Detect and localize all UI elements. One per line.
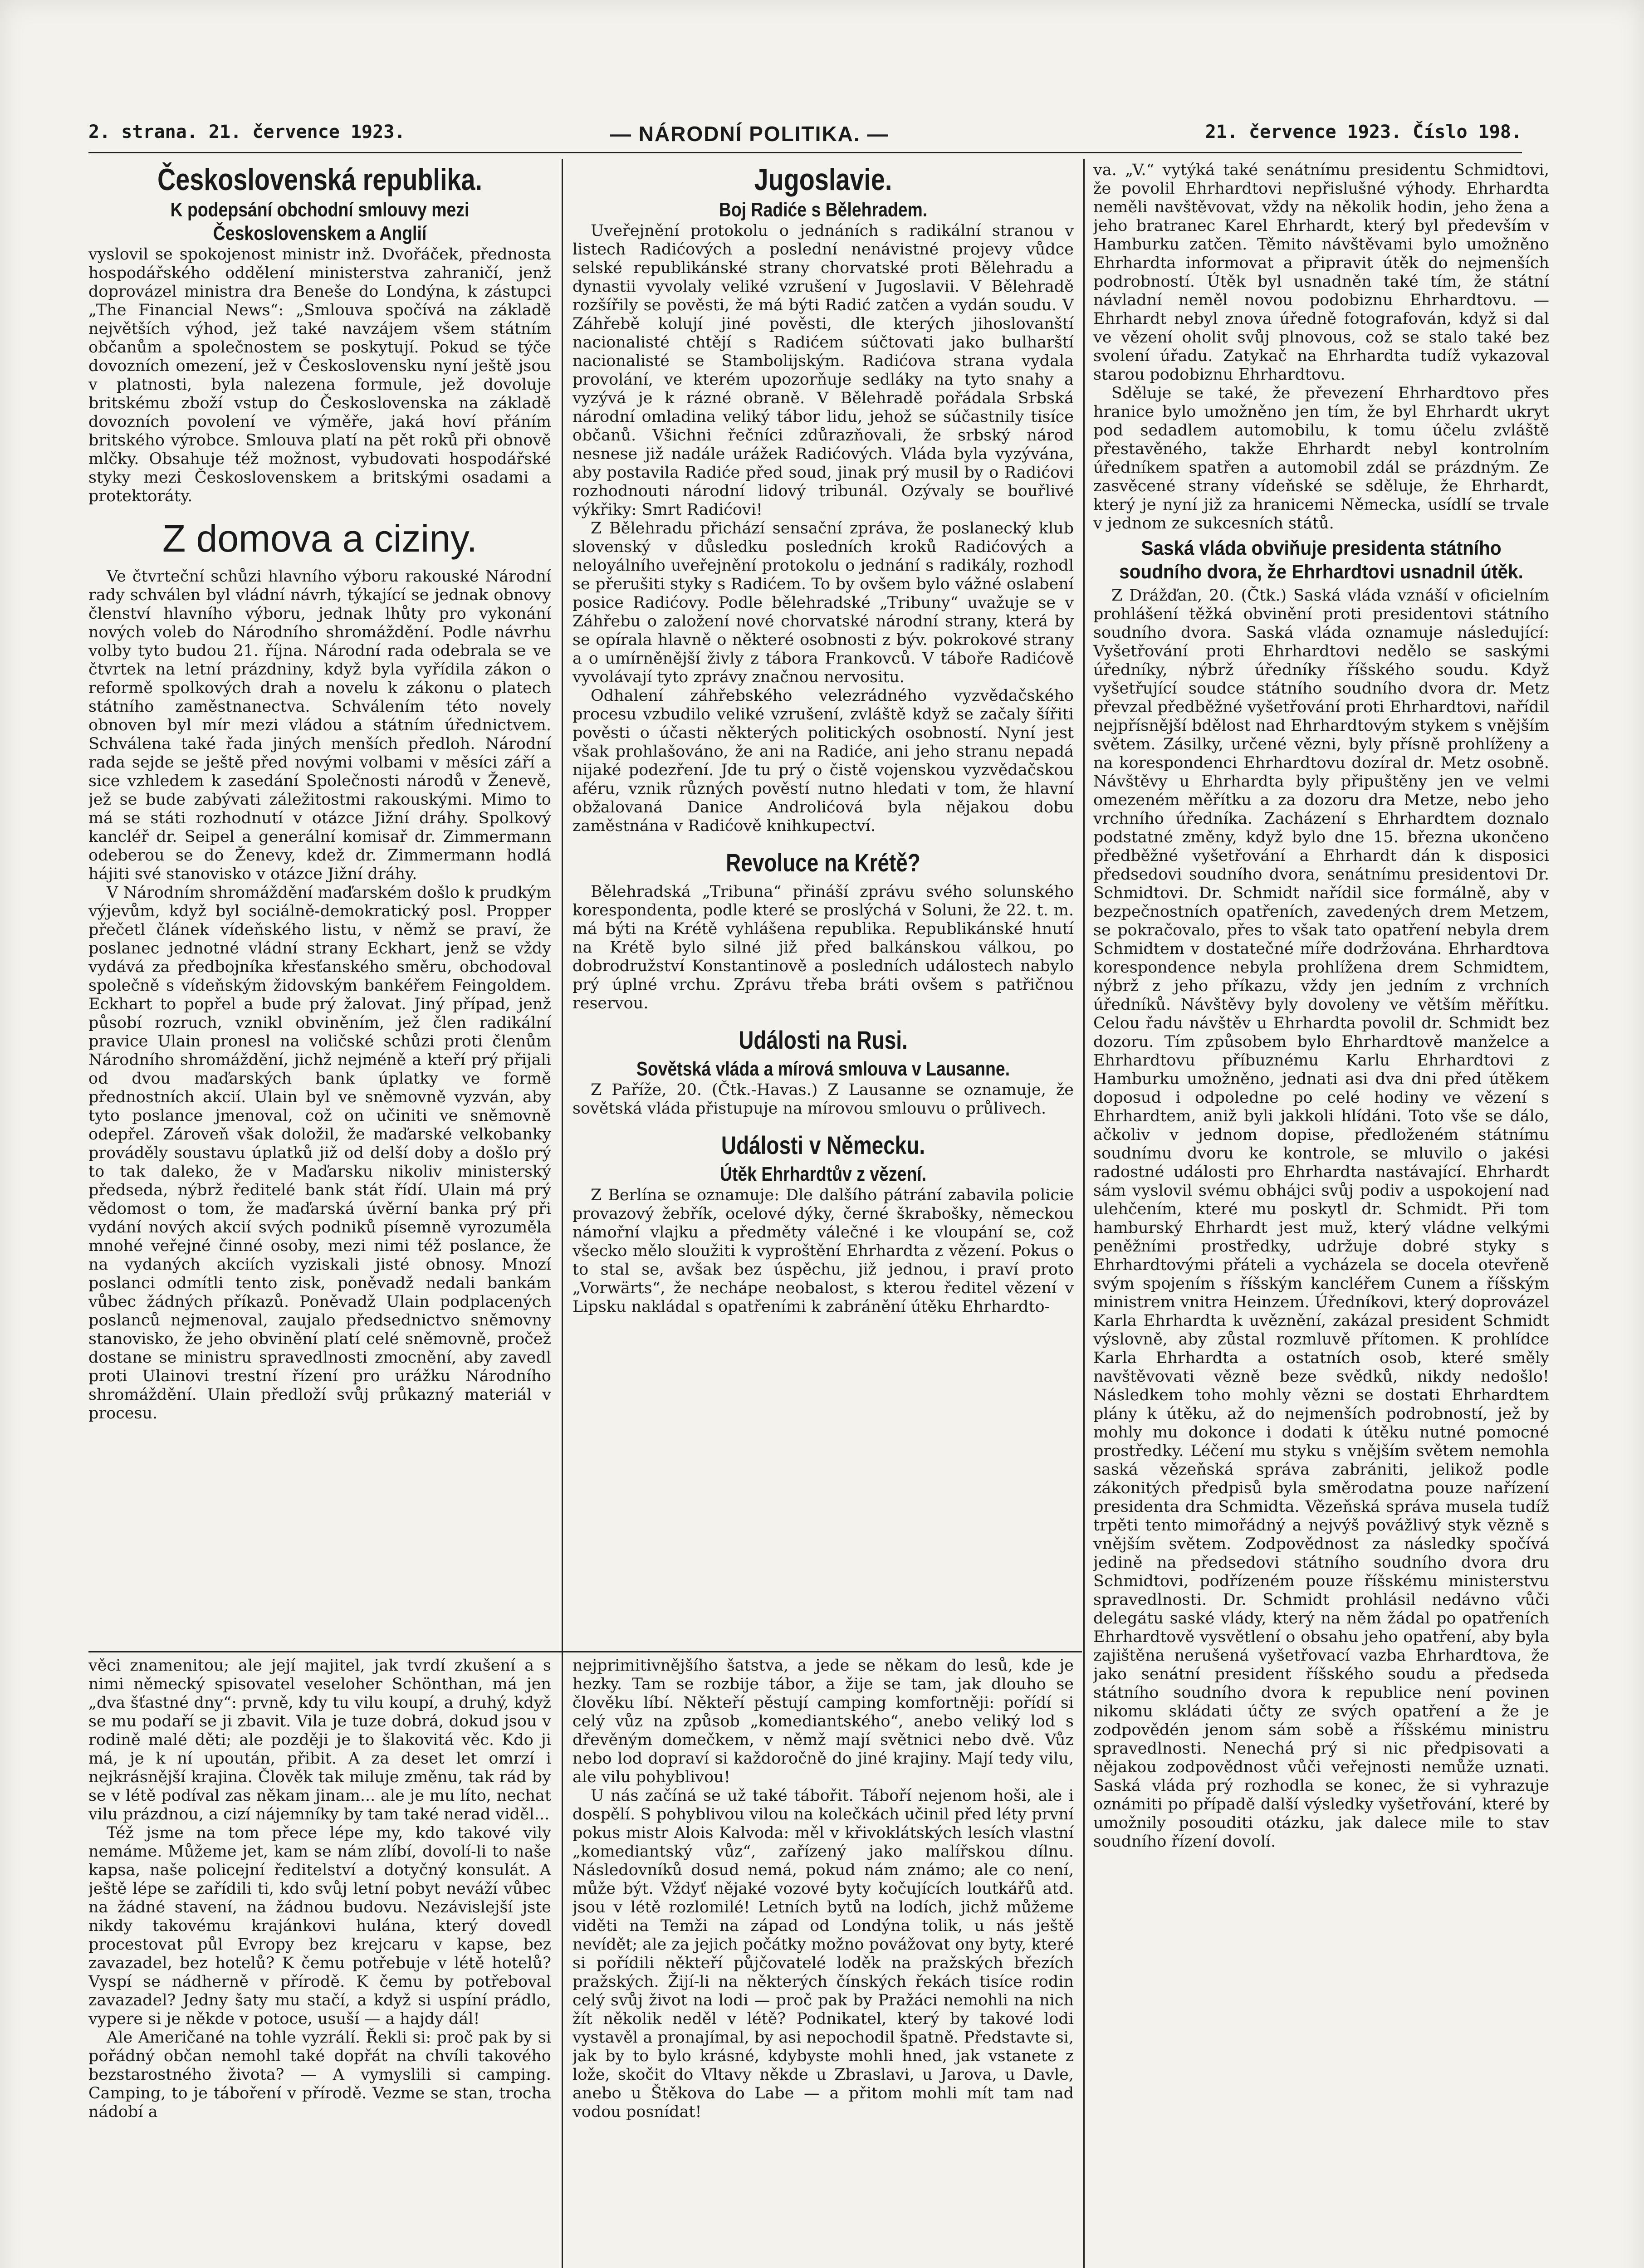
article-headline-lausanne: Sovětská vláda a mírová smlouva v Lausanne. [636,1058,1010,1080]
column-czechoslovakia [88,161,551,1649]
feuilleton-col-2 [572,1657,1074,2268]
article-body-hungary: V Národním shromáždění maďarském došlo k prudkým výjevům, když byl sociálně-demokratický posl. Propper přečetl článek vídeňského listu, v němž se praví, že poslanec jednotné vládní strany Eckhart, jenž se vždy vydává za předbojníka křesťanského směru, obchodoval společně s vídeňským židovským bankéřem Feingoldem. Eckhart to popřel a bude prý žalovat. Jiný případ, jenž působí rozruch, vznikl obviněním, jež člen radikální pravice Ulain pronesl na voličské schůzi proti členům Národního shromáždění, jichž nejméně a kteří prý přijali od dvou maďarských bank úplatky ve formě přednostních akcií. Ulain byl ve sněmovně vyzván, aby tyto poslance jmenoval, což on učiniti ve sněmovně odepřel. Zároveň však doložil, že maďarské velkobanky prováděly soustavu úplatků již od delší doby a došlo prý to tak daleko, že v Maďarsku nikoliv ministerský předseda, nýbrž ředitelé bank stát řídí. Ulain má prý vědomost o tom, že maďarská úvěrní banka prý při vydání nových akcií svých podniků písemně vyrozuměla mnohé veřejné činné osoby, mezi nimi též poslance, že na vydaných akciích vyziskali jisté obnosy. Mnozí poslanci odmítli tento zisk, poněvadž nedali bankám vůbec žádných příkazů. Poněvadž Ulain podplacených poslanců nejmenoval, zaujalo předsednictvo sněmovny stanovisko, že jeho obvinění platí celé sněmovně, pročež dostane se ministru spravedlnosti zmocnění, aby zavedl proti Ulainovi trestní řízení pro urážku Národního shromáždění. Ulain předloží svůj průkazný materiál v procesu. [88,884,551,1422]
section-title-russia: Události na Rusi. [739,1026,908,1054]
article-headline-radic: Boj Radiće s Bělehradem. [719,199,928,221]
issue-number: 21. července 1923. Číslo 198. [1205,122,1522,142]
feuilleton-para-5: U nás začíná se už také tábořit. Táboří nejenom hoši, ale i dospělí. S pohyblivou vilou na kolečkách učinil před léty první pokus mistr Alois Kalvoda: měl v křivoklátských lesích vlastní „komediantský vůz“, zařízený jako malířskou dílnu. Následovníků dosud nemá, pokud nám známo; ale co není, může být. Vždyť nějaké vozové byty kočujících loutkářů atd. jsou v létě rozlomilé! Letních bytů na lodích, jichž můžeme viděti na Temži na západ od Londýna tolik, u nás ještě nevídět; ale za jejich počátky možno povážovat ony byty, které si pořídili někteří půjčovatelé loděk na pražských březích pražských. Žijí-li na některých čínských řekách tisíce rodin celý svůj život na lodi — proč pak by Pražáci nemohli na nich žít několik neděl v létě? Podnikatel, který by takové lodi vystavěl a pronajímal, by asi nepochodil špatně. Představte si, jak by to bylo krásné, kdybyste mohli hned, jak vstanete z lože, skočit do Vltavy někde u Zbraslavi, u Jarova, u Davle, anebo u Štěkova do Labe — a přitom mohli mít tam nad vodou posnídat! [572,1787,1074,2121]
article-body-ehrhardt-border: Sděluje se také, že převezení Ehrhardtovo přes hranice bylo umožněno jen tím, že byl Ehrhardt ukryt pod sedadlem automobilu, k tomu účelu zvláště přestavěného, takže Ehrhardt nebyl kontrolním úředníkem spatřen a automobil zdál se prázdným. Ze zasvěcené strany vídeňské se sděluje, že Ehrhardt, který je nyní již za hranicemi Německa, usídlí se trvale v jednom ze sukcesních států. [1093,384,1549,533]
feuilleton-para-3: Ale Američané na tohle vyzrálí. Řekli si: proč pak by si pořádný občan nemohl také dopřát na chvíli takového bezstarostného života? — A vymyslili si camping. Camping, to je táboření v přírodě. Vezme se stan, trocha nádobí a [88,2028,551,2121]
section-title-germany: Události v Německu. [721,1131,925,1159]
section-title-home-abroad: Z domova a ciziny. [162,517,478,560]
article-body-austria: Ve čtvrteční schůzi hlavního výboru rakouské Národní rady schválen byl vládní návrh, týkající se jednak obnovy členství hlavního výboru, jednak lhůty pro vykonání nových voleb do Národního shromáždění. Podle návrhu volby tyto budou 21. října. Národní rada odebrala se ve čtvrtek na letní prázdniny, když byla vyřídila zákon o reformě spolkových drah a novelu k zákonu o platech státního zaměstnanectva. Schválením této novely obnoven byl mír mezi vládou a státním úřednictvem. Schválena také řada jiných menších předloh. Národní rada sejde se ještě před novými volbami v měsíci září a sice vzhledem k zasedání Společnosti národů v Ženevě, jež se bude zabývati záležitostmi rakouskými. Mimo to má se státi rozhodnutí v otázce Jižní dráhy. Spolkový kancléř dr. Seipel a generální komisař dr. Zimmermann odeberou se do Ženevy, kdež dr. Zimmermann hodlá hájiti své stanovisko v otázce Jižní dráhy. [88,567,551,883]
article-body-saxony: Z Drážďan, 20. (Čtk.) Saská vláda vznáší v oficielním prohlášení těžká obvinění proti presidentovi státního soudního dvora. Saská vláda oznamuje následující: Vyšetřování proti Ehrhardtovi nedělo se saskými úředníky, nýbrž úředníky říšského soudu. Když vyšetřující soudce státního soudního dvora dr. Metz převzal předběžné vyšetřování proti Ehrhardtovi, nařídil nejpřísnější bdělost nad Ehrhardtovým stykem s vnějším světem. Zásilky, určené vězni, byly přísně prohlíženy a na korespondenci Ehrhardtovu dozíral dr. Metz osobně. Návštěvy u Ehrhardta byly připuštěny jen ve velmi omezeném měřítku a za dozoru dra Metze, nebo jeho vrchního úředníka. Zacházení s Ehrhardtem doznalo podstatné změny, když bylo dne 15. března ukončeno předběžné vyšetřování a Ehrhardt dán k disposici předsedovi soudního dvora, senátnímu presidentovi Dr. Schmidtovi. Dr. Schmidt nařídil sice formálně, aby v bezpečnostních opatřeních, zavedených drem Metzem, se pokračovalo, přes to však tato opatření nebyla drem Schmidtem v dostatečné míře dodržována. Ehrhardtova korespondence nebyla prohlížena drem Schmidtem, nýbrž z jeho příkazu, vždy jen jedním z vrchních úředníků. Návštěvy byly dovoleny ve větším měřítku. Celou řadu návštěv u Ehrhardta povolil dr. Schmidt bez dozoru. Tím způsobem bylo Ehrhardtově manželce a Ehrhardtovu příbuznému Karlu Ehrhardtovi z Hamburku umožněno, jednati asi dva dni před útěkem doposud i odpoledne po celé hodiny ve vězení s Ehrhardtem, aniž byli jakkoli hlídáni. Toto vše se dálo, ačkoliv v jednom dopise, předloženém státnímu soudnímu dvoru ke kontrole, se mluvilo o jakési radostné události pro Ehrhardta nastávající. Ehrhardt sám vyslovil svému obhájci svůj podiv a uspokojení nad ulehčením, které mu poskytl dr. Schmidt. Při tom hamburský Ehrhardt jest muž, který vládne velkými peněžními prostředky, udržuje dobré styky s Ehrhardtovými přáteli a vycházela se docela otevřeně svým spojením s říšským kancléřem Cunem a říšským ministrem vnitra Heinzem. Úředníkovi, který doprovázel Karla Ehrhardta k uvěznění, zakázal president Schmidt výslovně, aby zůstal rozmluvě přítomen. K prohlídce Karla Ehrhardta a ostatních osob, které směly navštěvovati vězně beze svědků, nikdy nedošlo! Následkem toho mohly vězni se dostati Ehrhardtem plány k útěku, až do nejmenších podrobností, jež by mohly mu dokonce i dodati k útěku nutné pomocné prostředky. Léčení mu styku s vnějším světem nemohla saská vězeňská správa zabrániti, jelikož podle zákonitých předpisů byla směrodatna pouze nařízení presidenta dra Schmidta. Vězeňská správa musela tudíž trpěti tento mimořádný a nejvýš povážlivý styk vězně s vnějším světem. Zodpovědnost za následky spočívá jedině na předsedovi státního soudního dvora dru Schmidtovi, podřízeném pouze říšskému ministerstvu spravedlnosti. Dr. Schmidt prohlásil nedávno vůči delegátu saské vlády, který na něm žádal po opatřeních Ehrhardtově vysvětlení o obsahu jeho opatření, aby byla zajištěna nerušená vyšetřovací vazba Ehrhardtova, že jako senátní president říšského soudu a předseda státního soudního dvora k republice není povinen nikomu skládati účty ze svých opatření a že je zodpovědén jenom sám sobě a říšskému ministru spravedlnosti. Nenechá prý si nic předpisovati a nějakou zodpovědnost vůči veřejnosti nemůže uznati. Saská vláda prý rozhodla se konec, že si vyhrazuje oznámiti po případě další výsledky vyšetřování, které by umožnily posouditi otázku, jak dalece mile to stav soudního řízení dovolí. [1093,587,1549,1851]
article-body-lausanne: Z Paříže, 20. (Čtk.-Havas.) Z Lausanne se oznamuje, že sovětská vláda přistupuje na mírovou smlouvu o průlivech. [572,1081,1074,1118]
column-rule-1 [562,159,563,2268]
article-body-ehrhardt-cont: va. „V.“ vytýká také senátnímu presidentu Schmidtovi, že povolil Ehrhardtovi nepřislušné výhody. Ehrhardta neměli navštěvovat, vždy na několik hodin, jeho žena a jeho bratranec Karel Ehrhardt, který byl především v Hamburku zatčen. Těmito návštěvami bylo umožněno Ehrhardta informovat a připravit útěk do nejmenších podrobností. Útěk byl usnadněn také tím, že státní návladní neměl novou podobiznu Ehrhardtovu. — Ehrhardt nebyl znova úředně fotografován, když si dal ve vězení oholit svůj plnovous, což se stalo také bez svolení úřadu. Zatykač na Ehrhardta tudíž vykazoval starou podobiznu Ehrhardtovu. [1093,161,1549,384]
article-body-radic-3: Odhalení záhřebského velezrádného vyzvědačského procesu vzbudilo veliké vzrušení, zvláště když se začaly šířiti pověsti o účasti některých politických osobností. Nyní jest však prohlašováno, že ani na Radiće, ani jeho stranu nepadá nijaké podezření. Jde tu prý o čistě vojenskou vyzvědačskou aféru, vznik různých pověstí nutno hledati v tom, že hlavní obžalovaná Danice Androlićová byla nějakou dobu zaměstnána v Radićově knihkupectví. [572,687,1074,835]
column-saxony [1093,161,1549,2268]
page-date-left: 2. strana. 21. července 1923. [88,122,406,142]
article-headline-saxony: Saská vláda obviňuje presidenta státního soudního dvora, že Ehrhardtovi usnadnil útěk. [1119,537,1523,583]
running-head [88,122,1522,153]
feuilleton-rule [88,1651,1082,1652]
section-title-czechoslovakia: Československá republika. [157,162,482,197]
article-body-crete: Bělehradská „Tribuna“ přináší zprávu svého solunského korespondenta, podle které se proslýchá v Soluni, že 22. t. m. má býti na Krétě vyhlášena republika. Republikánské hnutí na Krétě bylo silné již před balkánskou válkou, po dobrodružství Konstantinově a posledních událostech nabylo prý úplné vrchu. Zprávu třeba bráti ovšem s patřičnou reservou. [572,883,1074,1012]
article-headline-trade-2: Československem a Anglií [213,222,427,244]
article-body-trade: vyslovil se spokojenost ministr inž. Dvořáček, přednosta hospodářského oddělení ministerstva zahraničí, jenž doprovázel ministra dra Beneše do Londýna, k zástupci „The Financial News“: „Smlouva spočívá na základě největších výhod, jež také navzájem všem státním občanům a společnostem se poskytují. Pokud se týče dovozních omezení, jež v Československu nyní ještě jsou v platnosti, byla nalezena formule, jež dovoluje britskému zboží vstup do Československa na základě dovozních povolení ve výměře, jaká hoví přáním britského výrobce. Smlouva platí na pět roků při obnově mlčky. Obsahuje též možnost, vybudovati hospodářské styky mezi Československem a britskými osadami a protektoráty. [88,245,551,505]
article-body-radic-2: Z Bělehradu přichází sensační zpráva, že poslanecký klub slovenský v důsledku posledních kroků Radićových a neloyálního uveřejnění protokolu o jednání s radikály, rozhodl se přerušiti styky s Radićem. To by ovšem bylo vážné oslabení posice Radićovy. Podle bělehradské „Tribuny“ uvažuje se v Záhřebu o založení nové chorvatské národní strany, která by se opírala hlavně o některé osobnosti z býv. pokrokové strany a o umírněnější živly z tábora Frankovců. V táboře Radićově vyvolávají tyto zprávy značnou nervositu. [572,519,1074,686]
article-headline-ehrhardt: Útěk Ehrhardtův z vězení. [719,1163,927,1185]
section-title-yugoslavia: Jugoslavie. [754,162,892,197]
feuilleton-para-1: věci znamenitou; ale její majitel, jak tvrdí zkušení a s nimi německý spisovatel veseloher Schönthan, má jen „dva šťastné dny“: prvně, kdy tu vilu koupí, a druhý, když se mu podaří se ji zbavit. Vila je tuze dobrá, dokud jsou v rodině malé děti; ale později je to šlakovitá věc. Kdo ji má, je k ní upoután, přibit. A za deset let omrzí i nejkrásnější krajina. Člověk tak miluje změnu, tak rád by se v létě podíval zas někam jinam... ale je mu líto, nechat vilu prázdnou, a cizí nájemníky by tam také nerad viděl... [88,1657,551,1823]
article-body-ehrhardt: Z Berlína se oznamuje: Dle dalšího pátrání zabavila policie provazový žebřík, ocelové dýky, černé škraboškу, německou námořní vlajku a předměty válečné i ke vloupání se, což všecko mělo sloužiti k vyproštění Ehrhardta z vězení. Pokus o to stal se, avšak bez úspěchu, již jednou, i praví proto „Vorwärts“, že nechápe neobalost, s kterou ředitel vězení v Lipsku nakládal s opatřeními k zabránění útěku Ehrhardto- [572,1186,1074,1316]
masthead-title: — NÁRODNÍ POLITIKA. — [610,122,889,146]
feuilleton-para-4: nejprimitivnějšího šatstva, a jede se někam do lesů, kde je hezky. Tam se rozbije tábor, a žije se tam, jak dlouho se člověku líbí. Někteří pěstují camping komfortněji: pořídí si celý vůz na způsob „komediantského“, anebo veliký lod s dřevěným domečkem, v němž mají světnici nebo dvě. Vůz nebo lod dopraví si každoročně do jiné krajiny. Mají tedy vilu, ale vilu pohyblivou! [572,1657,1074,1786]
section-title-crete: Revoluce na Krétě? [726,848,920,877]
feuilleton-para-2: Též jsme na tom přece lépe my, kdo takové vily nemáme. Můžeme jet, kam se nám zlíbí, dovolí-li to naše kapsa, naše policejní ředitelství a dotyčný konsulát. A ještě lépe se zařídili ti, kdo svůj letní pobyt neváží vůbec na žádné stavení, na žádnou budovu. Nezávislejší jste nikdy takovému krajánkovi hulána, který dovedl procestovat půl Evropy bez krejcaru v kapse, bez zavazadel, bez hotelů? K čemu potřebuje v létě hotelů? Vyspí se nádherně v přírodě. K čemu by potřeboval zavazadel? Jedny šaty mu stačí, a když si uspíní prádlo, vypere si je někde v potoce, usuší — a hajdy dál! [88,1824,551,2028]
article-body-radic-1: Uveřejnění protokolu o jednáních s radikální stranou v listech Radićových a poslední nenávistné projevy vůdce selské republikánské strany chorvatské proti Bělehradu a dynastii vyvolaly veliké vzrušení v Jugoslavii. V Bělehradě rozšířily se pověsti, že má býti Radić zatčen a vydán soudu. V Záhřebě kolují jiné pověsti, dle kterých jihoslovanští nacionalisté chtějí s Radićem súčtovati jako bulharští nacionalisté se Stambolijským. Radićova strana vydala provolání, ve kterém upozorňuje sedláky na tyto snahy a vyzývá je k rázné obraně. V Bělehradě pořádala Srbská národní omladina veliký tábor lidu, jehož se súčastnily tisíce občanů. Všichni řečníci zdůrazňovali, že srbský národ nesnese již nadále urážek Radićových. Vláda byla vyzývána, aby postavila Radiće před soud, jinak prý musil by o Radićovi rozhodnouti národní lidový tribunál. Ozývaly se bouřlivé výkřiky: Smrt Radićovi! [572,222,1074,519]
feuilleton-col-1 [88,1657,551,2268]
article-headline-trade-1: K podepsání obchodní smlouvy mezi [170,199,470,221]
column-yugoslavia [572,161,1074,1649]
column-rule-2 [1083,159,1085,2268]
top-rule [88,152,1522,153]
